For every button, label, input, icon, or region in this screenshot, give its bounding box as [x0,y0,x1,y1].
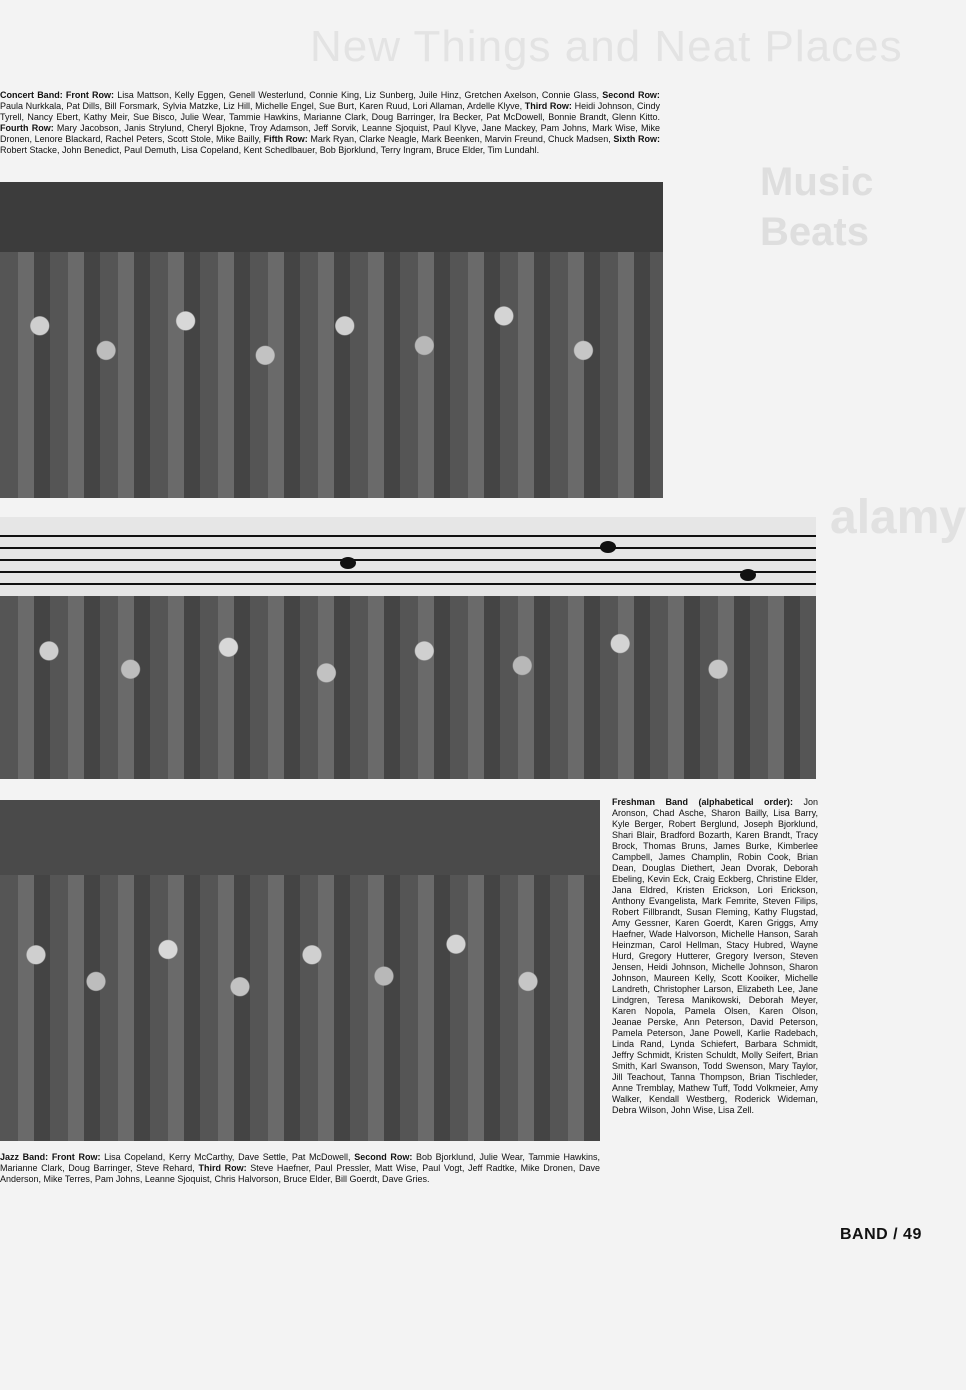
caption-group-label: Jazz Band: [0,1152,49,1162]
photo-crowd [0,596,816,779]
background-headline: New Things and Neat Places [310,22,903,71]
concert-band-caption: Concert Band: Front Row: Lisa Mattson, Kelly Eggen, Genell Westerlund, Connie King, Liz Sunberg, Juile Hinz, Gretchen Axelson, Connie Glass, Second Row: Paula Nurkkala, Pat Dills, Bill Forsmark, Sylvia Matzke, Liz Hill, Michelle Engel, Sue Burt, Karen Ruud, Lori Allaman, Ardelle Klyve, Third Row: Heidi Johnson, Cindy Tyrell, Nancy Ebert, Kathy Meir, Sue Bisco, Julie Wear, Tammie Hawkins, Marianne Clark, Doug Barringer, Ira Becker, Pat McDowell, Bonnie Brandt, Glenn Kitto. Fourth Row: Mary Jacobson, Janis Strylund, Cheryl Bjokne, Troy Adamson, Jeff Sorvik, Leanne Sjoquist, Paul Klyve, Jane Mackey, Pam Johns, Mark Wise, Mike Dronen, Lenore Blackard, Rachel Peters, Scott Stole, Mike Bailly, Fifth Row: Mark Ryan, Clarke Neagle, Mark Beenken, Marvin Freund, Chuck Madsen, Sixth Row: Robert Stacke, John Benedict, Paul Demuth, Lisa Copeland, Kent Schedlbauer, Bob Bjorklund, Terry Ingram, Bruce Elder, Tim Lundahl. [0,90,660,155]
background-side-text-2: Beats [760,210,869,254]
music-staff-mural [0,517,816,606]
watermark-logo: alamy [830,491,966,544]
music-note-icon [600,541,616,553]
photo-wall [0,182,663,252]
photo-crowd [0,252,663,498]
jazz-band-caption: Jazz Band: Front Row: Lisa Copeland, Kerry McCarthy, Dave Settle, Pat McDowell, Second Row: Bob Bjorklund, Julie Wear, Tammie Hawkins, Marianne Clark, Doug Barringer, Steve Rehard, Third Row: Steve Haefner, Paul Pressler, Matt Wise, Paul Vogt, Jeff Radtke, Mike Dronen, Dave Anderson, Mike Terres, Pam Johns, Leanne Sjoquist, Chris Halvorson, Bruce Elder, Bill Goerdt, Dave Gries. [0,1152,600,1184]
freshman-band-caption: Freshman Band (alphabetical order): Jon Aronson, Chad Asche, Sharon Bailly, Lisa Barry, Kyle Berger, Robert Berglund, Joseph Bjorklund, Shari Blair, Bradford Bozarth, Karen Brandt, Tracy Brock, Thomas Bruns, James Burke, Kimberlee Campbell, James Champlin, Robin Cook, Brian Dean, Douglas Diethert, Jean Dvorak, Deborah Ebeling, Kevin Eck, Craig Eckberg, Christine Elder, Jana Eldred, Kristen Erickson, Lori Erickson, Anthony Evangelista, Mark Femrite, Steven Filips, Robert Fillbrandt, Susan Fleming, Kathy Flugstad, Amy Gessner, Karen Goerdt, Karen Griggs, Amy Haefner, Wade Halvorson, Michelle Hanson, Sarah Heinzman, Carol Hellman, Stacy Hubred, Wayne Hurd, Gregory Hutterer, Gregory Iverson, Steven Jensen, Heidi Johnson, Michelle Johnson, Sharon Johnson, Maureen Kelly, Scott Kooiker, Michelle Landreth, Christopher Larson, Elizabeth Lee, Jane Lindgren, Teresa Manikowski, Deborah Meyer, Karen Nopola, Pamela Olsen, Karen Olson, Jeanae Perske, Ann Peterson, David Peterson, Pamela Peterson, Jane Powell, Karlie Radebach, Linda Rand, Lynda Schiefert, Barbara Schmidt, Jeffry Schmidt, Kristen Schuldt, Molly Seifert, Brian Smith, Karl Swanson, Todd Swenson, Mary Taylor, Jill Teachout, Tanna Thompson, Brian Tischleder, Anne Tremblay, Mathew Tuff, Todd Volkmeier, Amy Walker, Kendall Westberg, Roderick Wideman, Debra Wilson, John Wise, Lisa Zell. [612,797,818,1115]
photo-wall [0,800,600,875]
caption-group-label: Concert Band: [0,90,63,100]
caption-group-label: Freshman Band (alphabetical order): [612,797,793,807]
concert-band-photo [0,182,663,498]
background-side-text: Music [760,160,874,204]
photo-crowd [0,875,600,1141]
page-number: BAND / 49 [840,1226,922,1243]
music-note-icon [340,557,356,569]
freshman-band-photo [0,517,816,779]
music-note-icon [740,569,756,581]
jazz-band-photo [0,800,600,1141]
